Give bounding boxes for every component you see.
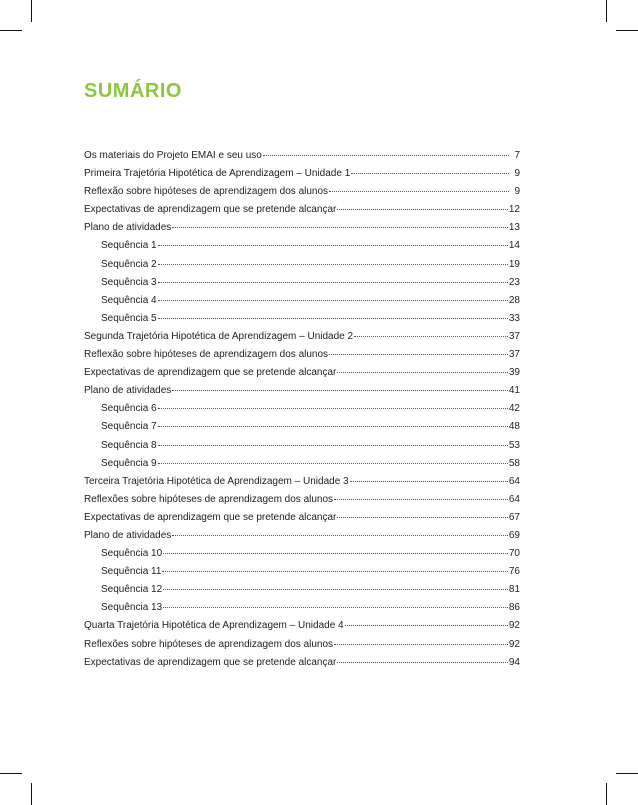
toc-entry-page: 48 <box>508 421 520 433</box>
dot-leader <box>337 516 507 518</box>
toc-entry[interactable] <box>84 240 520 258</box>
toc-entry-page: 53 <box>508 439 520 451</box>
toc-entry-title: Expectativas de aprendizagem que se pretende alcançar <box>84 204 337 216</box>
toc-entry-page: 92 <box>508 638 520 650</box>
toc-entry-title: Sequência 13 <box>101 602 163 614</box>
toc-entry-page: 33 <box>508 312 520 324</box>
toc-entry-title: Plano de atividades <box>84 222 172 234</box>
toc-entry[interactable] <box>84 186 520 204</box>
toc-entry-page: 9 <box>514 186 520 198</box>
dot-leader <box>263 154 509 156</box>
dot-leader <box>158 263 508 265</box>
toc-entry-title: Sequência 1 <box>101 240 157 252</box>
toc-entry-page: 37 <box>508 330 520 342</box>
toc-entry[interactable] <box>84 602 520 620</box>
dot-leader <box>172 534 508 536</box>
dot-leader <box>163 588 508 590</box>
dot-leader <box>334 643 508 645</box>
toc-entry[interactable] <box>84 530 520 548</box>
dot-leader <box>158 444 508 446</box>
dot-leader <box>162 570 507 572</box>
toc-entry[interactable] <box>84 512 520 530</box>
toc-entry-title: Plano de atividades <box>84 529 172 541</box>
toc-entry-page: 7 <box>514 150 520 161</box>
crop-mark <box>0 30 22 31</box>
toc-entry-page: 64 <box>508 493 520 505</box>
toc-entry[interactable] <box>84 331 520 349</box>
toc-entry-page: 69 <box>508 529 520 541</box>
crop-mark <box>31 783 32 805</box>
toc-entry[interactable] <box>84 168 520 186</box>
toc-entry[interactable] <box>84 313 520 331</box>
toc-entry[interactable] <box>84 367 520 385</box>
toc-entry-page: 41 <box>508 385 520 397</box>
toc-entry-title: Expectativas de aprendizagem que se pretende alcançar <box>84 367 337 379</box>
crop-mark <box>606 783 607 805</box>
table-of-contents <box>84 150 520 675</box>
toc-entry-title: Reflexões sobre hipóteses de aprendizagem dos alunos <box>84 493 334 505</box>
toc-entry-title: Sequência 4 <box>101 294 157 306</box>
toc-entry[interactable] <box>84 458 520 476</box>
toc-entry-page: 86 <box>508 602 520 614</box>
toc-entry-page: 76 <box>508 566 520 578</box>
toc-entry-page: 19 <box>508 258 520 270</box>
toc-entry[interactable] <box>84 476 520 494</box>
toc-entry-title: Sequência 6 <box>101 403 157 415</box>
crop-mark <box>31 0 32 22</box>
toc-entry-title: Reflexões sobre hipóteses de aprendizagem dos alunos <box>84 638 334 650</box>
dot-leader <box>354 335 508 337</box>
toc-entry[interactable] <box>84 620 520 638</box>
dot-leader <box>158 425 508 427</box>
toc-entry[interactable] <box>84 403 520 421</box>
toc-entry-title: Expectativas de aprendizagem que se pretende alcançar <box>84 656 337 668</box>
dot-leader <box>172 389 508 391</box>
dot-leader <box>172 226 508 228</box>
toc-entry-title: Expectativas de aprendizagem que se pretende alcançar <box>84 511 337 523</box>
toc-entry-page: 58 <box>508 457 520 469</box>
page-title: SUMÁRIO <box>84 80 182 102</box>
toc-entry[interactable] <box>84 259 520 277</box>
dot-leader <box>163 552 508 554</box>
dot-leader <box>158 281 508 283</box>
crop-mark <box>0 773 22 774</box>
dot-leader <box>337 661 507 663</box>
toc-entry-title: Os materiais do Projeto EMAI e seu uso <box>84 150 262 161</box>
toc-entry[interactable] <box>84 385 520 403</box>
crop-mark <box>616 30 638 31</box>
dot-leader <box>158 407 508 409</box>
crop-mark <box>616 773 638 774</box>
toc-entry[interactable] <box>84 295 520 313</box>
toc-entry-title: Plano de atividades <box>84 385 172 397</box>
toc-entry-title: Sequência 8 <box>101 439 157 451</box>
toc-entry-title: Segunda Trajetória Hipotética de Aprendizagem – Unidade 2 <box>84 330 354 342</box>
toc-entry[interactable] <box>84 657 520 675</box>
toc-entry[interactable] <box>84 639 520 657</box>
dot-leader <box>351 172 509 174</box>
toc-entry-title: Sequência 3 <box>101 276 157 288</box>
toc-entry[interactable] <box>84 421 520 439</box>
dot-leader <box>334 498 508 500</box>
toc-entry-page: 42 <box>508 403 520 415</box>
toc-entry[interactable] <box>84 277 520 295</box>
toc-entry[interactable] <box>84 349 520 367</box>
toc-entry-page: 12 <box>508 204 520 216</box>
dot-leader <box>337 208 507 210</box>
dot-leader <box>163 606 508 608</box>
toc-entry[interactable] <box>84 566 520 584</box>
toc-entry-title: Sequência 12 <box>101 584 163 596</box>
toc-entry-page: 37 <box>508 349 520 361</box>
dot-leader <box>329 190 509 192</box>
toc-entry[interactable] <box>84 548 520 566</box>
toc-entry-page: 92 <box>508 620 520 632</box>
toc-entry-page: 70 <box>508 548 520 560</box>
dot-leader <box>345 624 508 626</box>
toc-entry-title: Sequência 7 <box>101 421 157 433</box>
toc-entry[interactable] <box>84 494 520 512</box>
toc-entry-title: Sequência 9 <box>101 457 157 469</box>
toc-entry-title: Terceira Trajetória Hipotética de Aprendizagem – Unidade 3 <box>84 475 349 487</box>
toc-entry-title: Sequência 11 <box>101 566 162 578</box>
dot-leader <box>158 299 508 301</box>
toc-entry-page: 14 <box>508 240 520 252</box>
toc-entry-title: Primeira Trajetória Hipotética de Aprendizagem – Unidade 1 <box>84 168 351 180</box>
toc-entry-title: Sequência 5 <box>101 312 157 324</box>
toc-entry-page: 23 <box>508 276 520 288</box>
toc-entry-page: 28 <box>508 294 520 306</box>
toc-entry-page: 67 <box>508 511 520 523</box>
toc-entry-page: 64 <box>508 475 520 487</box>
dot-leader <box>158 317 508 319</box>
toc-entry-page: 94 <box>508 656 520 668</box>
toc-entry-title: Sequência 2 <box>101 258 157 270</box>
toc-entry[interactable] <box>84 204 520 222</box>
crop-mark <box>606 0 607 22</box>
toc-entry-page: 9 <box>514 168 520 180</box>
toc-entry-title: Sequência 10 <box>101 548 163 560</box>
dot-leader <box>329 353 508 355</box>
dot-leader <box>350 480 508 482</box>
toc-entry-page: 13 <box>508 222 520 234</box>
toc-entry[interactable] <box>84 222 520 240</box>
dot-leader <box>158 462 508 464</box>
toc-entry-page: 81 <box>508 584 520 596</box>
dot-leader <box>158 244 508 246</box>
toc-entry[interactable] <box>84 584 520 602</box>
toc-entry[interactable] <box>84 150 520 168</box>
toc-entry-title: Reflexão sobre hipóteses de aprendizagem dos alunos <box>84 349 329 361</box>
toc-entry-title: Quarta Trajetória Hipotética de Aprendizagem – Unidade 4 <box>84 620 344 632</box>
toc-entry-page: 39 <box>508 367 520 379</box>
dot-leader <box>337 371 507 373</box>
toc-entry[interactable] <box>84 440 520 458</box>
toc-entry-title: Reflexão sobre hipóteses de aprendizagem dos alunos <box>84 186 329 198</box>
